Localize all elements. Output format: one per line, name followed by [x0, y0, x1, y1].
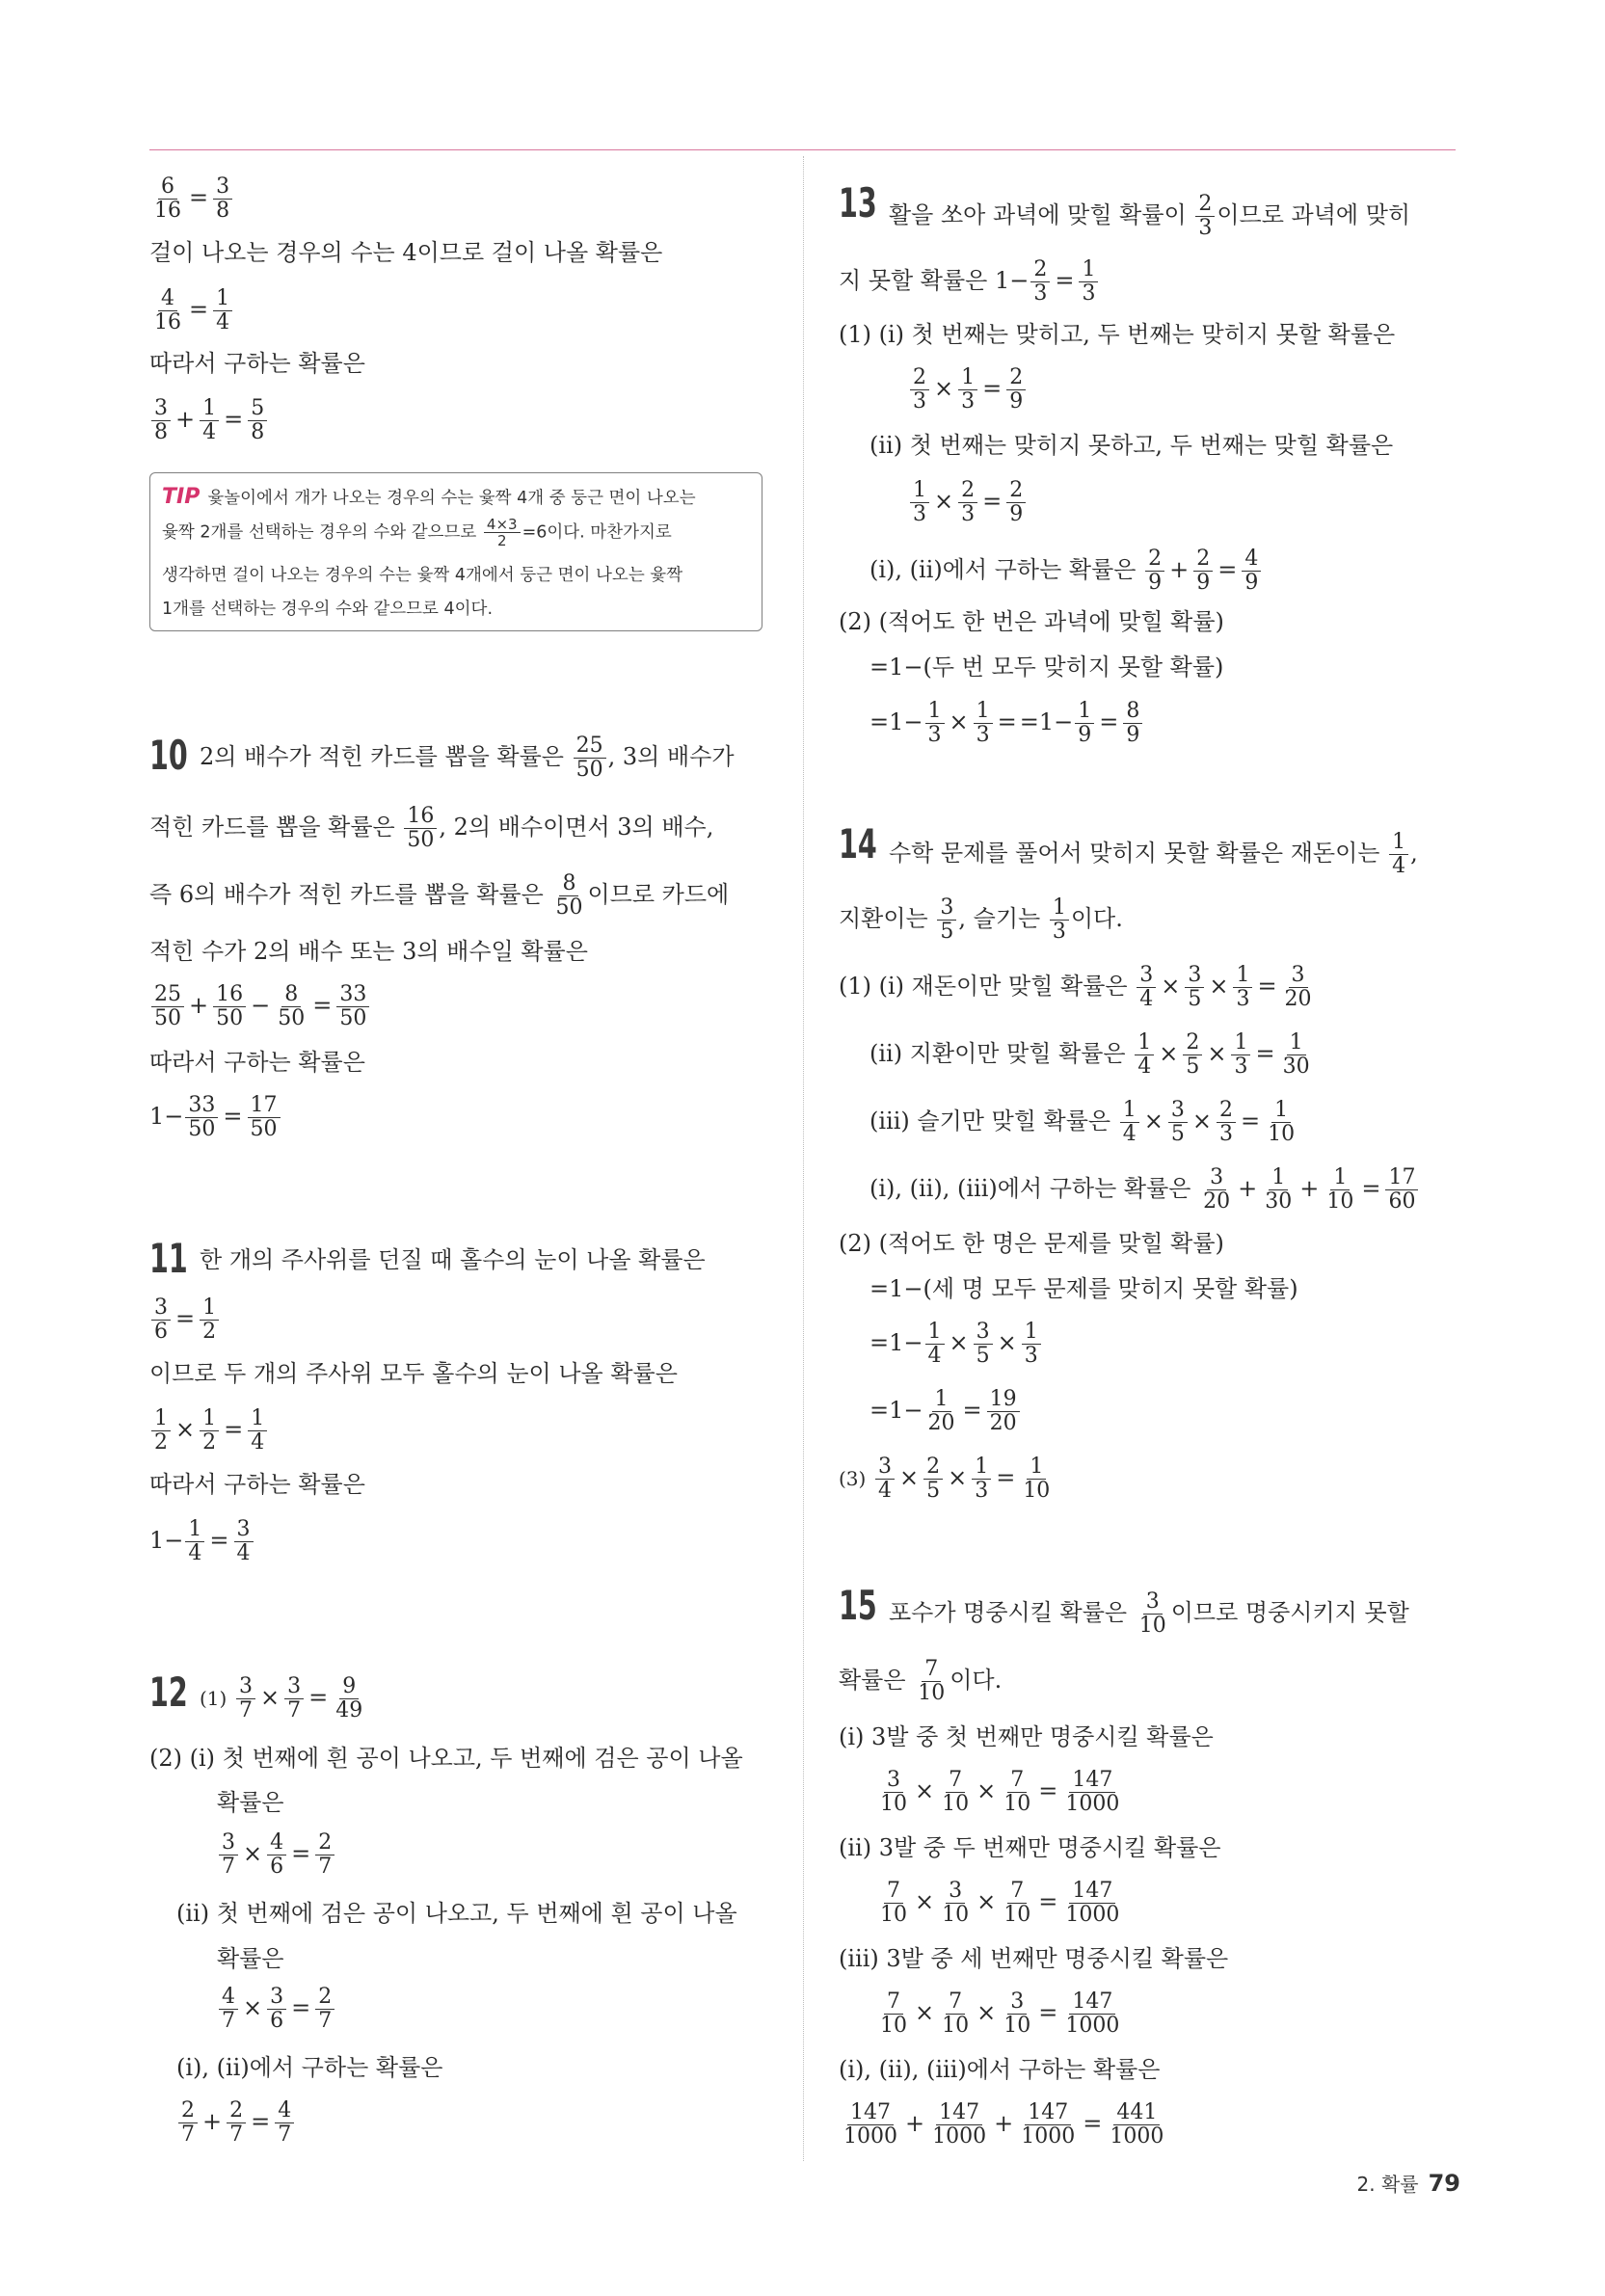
tip-box [149, 472, 762, 631]
equation: =1− $\frac{1}{4}$ × $\frac{3}{5}$ × $\frac{1}{3}$ [869, 1321, 1043, 1368]
text-line: =1−(두 번 모두 맞히지 못할 확률) [869, 654, 1224, 681]
text-line: (ⅰ), (ⅱ), (ⅲ)에서 구하는 확률은 [839, 2056, 1161, 2083]
equation-4-16: $\frac{4}{16}$ = $\frac{1}{4}$ [149, 287, 234, 334]
text: (1) (ⅰ) 재돈이만 맞힐 확률은 [839, 972, 1128, 1000]
text-line: (ⅱ) 3발 중 두 번째만 명중시킬 확률은 [839, 1834, 1221, 1861]
page-number: 79 [1428, 2170, 1460, 2197]
label: (1) [200, 1686, 227, 1710]
text: (ⅰ), (ⅱ)에서 구하는 확률은 [869, 555, 1137, 583]
chapter-label: 2. 확률 [1356, 2173, 1419, 2196]
label: (3) [839, 1466, 867, 1490]
problem-number: 11 [149, 1235, 188, 1282]
text: =1− [1019, 707, 1074, 735]
text: (ⅲ) 슬기만 맞힐 확률은 [869, 1107, 1111, 1135]
text-line: (ⅲ) 슬기만 맞힐 확률은 $\frac{1}{4}$ × $\frac{3}{5}$ × $\frac{2}{3}$ = $\frac{1}{10}$ [869, 1098, 1296, 1146]
equation: $\frac{7}{10}$ × $\frac{3}{10}$ × $\frac{7}{10}$ = $\frac{147}{1000}$ [880, 1879, 1120, 1927]
text-line: (1) (ⅰ) 첫 번째는 맞히고, 두 번째는 맞히지 못할 확률은 [839, 321, 1396, 348]
text: , 2의 배수이면서 3의 배수, [439, 813, 714, 841]
equation: =1− $\frac{1}{20}$ = $\frac{19}{20}$ [869, 1388, 1022, 1435]
text: 적힌 카드를 뽑을 확률은 [149, 813, 395, 841]
tip-tag: TIP [162, 485, 201, 509]
text-line: (ⅱ) 첫 번째에 검은 공이 나오고, 두 번째에 흰 공이 나올 [176, 1900, 737, 1927]
text-line: (ⅱ) 첫 번째는 맞히지 못하고, 두 번째는 맞힐 확률은 [869, 432, 1394, 459]
tip-line [162, 485, 696, 509]
text-line: 포수가 명중시킬 확률은 $\frac{3}{10}$ 이므로 명중시키지 못할 [889, 1589, 1409, 1638]
equation: $\frac{3}{10}$ × $\frac{7}{10}$ × $\frac{7}{10}$ = $\frac{147}{1000}$ [880, 1768, 1120, 1816]
text-line: 확률은 $\frac{7}{10}$ 이다. [839, 1657, 1003, 1705]
tip-line: 1개를 선택하는 경우의 수와 같으므로 4이다. [162, 600, 494, 619]
text: =1− [869, 1328, 923, 1356]
problem-number: 13 [839, 179, 877, 227]
text-line: (2) (ⅰ) 첫 번째에 흰 공이 나오고, 두 번째에 검은 공이 나올 [149, 1745, 743, 1772]
text-line: 확률은 [217, 1789, 284, 1816]
equation: $\frac{1}{2}$ × $\frac{1}{2}$ = $\frac{1}{4}$ [149, 1407, 269, 1455]
equation: $\frac{3}{6}$ = $\frac{1}{2}$ [149, 1296, 221, 1344]
text: 윷짝 2개를 선택하는 경우의 수와 같으므로 [162, 522, 477, 543]
text-line: 2의 배수가 적힌 카드를 뽑을 확률은 $\frac{25}{50}$ , 3의 배수가 [200, 734, 735, 782]
text: , [1410, 839, 1418, 867]
equation: 1− $\frac{1}{4}$ = $\frac{3}{4}$ [149, 1518, 255, 1565]
text-line: 확률은 [217, 1945, 284, 1972]
text-line: =1−(세 명 모두 문제를 맞히지 못할 확률) [869, 1275, 1298, 1302]
text: 이다. [1070, 904, 1123, 932]
text: (ⅰ), (ⅱ), (ⅲ)에서 구하는 확률은 [869, 1174, 1191, 1202]
problem-number: 15 [839, 1582, 877, 1629]
equation-6-16: $\frac{6}{16}$ = $\frac{3}{8}$ [149, 175, 234, 223]
text-line: (2) (적어도 한 번은 과녁에 맞힐 확률) [839, 608, 1224, 635]
text-line: (ⅰ), (ⅱ), (ⅲ)에서 구하는 확률은 $\frac{3}{20}$ + $\frac{1}{30}$ + $\frac{1}{10}$ = $\frac{17}{60}$ [869, 1166, 1420, 1214]
text-line: (ⅱ) 지환이만 맞힐 확률은 $\frac{1}{4}$ × $\frac{2}{5}$ × $\frac{1}{3}$ = $\frac{1}{30}$ [869, 1030, 1310, 1079]
text: 즉 6의 배수가 적힌 카드를 뽑을 확률은 [149, 880, 544, 908]
equation: $\frac{2}{3}$ × $\frac{1}{3}$ = $\frac{2}{9}$ [908, 366, 1028, 414]
page-footer [1357, 2169, 1461, 2197]
text: 이므로 명중시키지 못할 [1170, 1598, 1409, 1626]
problem-number: 14 [839, 820, 877, 868]
text: 지 못할 확률은 1− [839, 266, 1030, 294]
text: 확률은 [839, 1666, 906, 1694]
text: , 3의 배수가 [607, 742, 735, 770]
text: =6이다. 마찬가지로 [522, 522, 672, 543]
column-divider [803, 156, 804, 2161]
text: 이다. [950, 1666, 1003, 1694]
equation-sum: $\frac{3}{8}$ + $\frac{1}{4}$ = $\frac{5}{8}$ [149, 397, 269, 444]
text-line: 즉 6의 배수가 적힌 카드를 뽑을 확률은 $\frac{8}{50}$ 이므로 카드에 [149, 871, 730, 920]
text: 2의 배수가 적힌 카드를 뽑을 확률은 [200, 742, 564, 770]
equation: $\frac{4}{7}$ × $\frac{3}{6}$ = $\frac{2}{7}$ [217, 1986, 336, 2033]
text: 수학 문제를 풀어서 맞히지 못할 확률은 재돈이는 [889, 839, 1380, 867]
text: 지환이는 [839, 904, 928, 932]
text-line: 한 개의 주사위를 던질 때 홀수의 눈이 나올 확률은 [200, 1246, 706, 1273]
text-line: (2) (적어도 한 명은 문제를 맞힐 확률) [839, 1230, 1224, 1257]
text-line: (ⅰ), (ⅱ)에서 구하는 확률은 [176, 2054, 443, 2081]
text-line: (ⅰ) 3발 중 첫 번째만 명중시킬 확률은 [839, 1723, 1214, 1750]
text-line: 수학 문제를 풀어서 맞히지 못할 확률은 재돈이는 $\frac{1}{4}$ , [889, 830, 1418, 878]
text: 이므로 카드에 [587, 880, 730, 908]
text-line: 지 못할 확률은 1− $\frac{2}{3}$ = $\frac{1}{3}$ [839, 258, 1100, 306]
text-line: (ⅰ), (ⅱ)에서 구하는 확률은 $\frac{2}{9}$ + $\frac{2}{9}$ = $\frac{4}{9}$ [869, 547, 1263, 595]
text: 활을 쏘아 과녁에 맞힐 확률이 [889, 200, 1187, 228]
text: 포수가 명중시킬 확률은 [889, 1598, 1128, 1626]
text-line: 적힌 카드를 뽑을 확률은 $\frac{16}{50}$ , 2의 배수이면서 3의 배수, [149, 804, 714, 852]
equation: $\frac{25}{50}$ + $\frac{16}{50}$ − $\frac{8}{50}$ = $\frac{33}{50}$ [149, 983, 371, 1030]
equation: $\frac{1}{3}$ × $\frac{2}{3}$ = $\frac{2}{9}$ [908, 479, 1028, 526]
frac-num: 4×3 [484, 517, 521, 533]
equation: $\frac{3}{7}$ × $\frac{4}{6}$ = $\frac{2}{7}$ [217, 1831, 336, 1879]
text: =1− [869, 1396, 923, 1424]
problem-number: 12 [149, 1669, 188, 1716]
top-rule [149, 149, 1456, 150]
tip-line: 생각하면 걸이 나오는 경우의 수는 윷짝 4개에서 둥근 면이 나오는 윷짝 [162, 566, 683, 585]
text-line: 적힌 수가 2의 배수 또는 3의 배수일 확률은 [149, 938, 588, 965]
frac-den: 2 [496, 532, 507, 550]
text-line: 이므로 두 개의 주사위 모두 홀수의 눈이 나올 확률은 [149, 1360, 678, 1387]
text-line: 따라서 구하는 확률은 [149, 350, 365, 377]
text-line: 따라서 구하는 확률은 [149, 1049, 365, 1076]
equation: $\frac{2}{7}$ + $\frac{2}{7}$ = $\frac{4}{7}$ [176, 2099, 296, 2147]
problem-number: 10 [149, 732, 188, 779]
text-line: 따라서 구하는 확률은 [149, 1471, 365, 1498]
text: 이므로 과녁에 맞히 [1217, 200, 1411, 228]
equation: 1− $\frac{33}{50}$ = $\frac{17}{50}$ [149, 1094, 282, 1141]
text-line: 지환이는 $\frac{3}{5}$ , 슬기는 $\frac{1}{3}$ 이다. [839, 895, 1123, 944]
text-line: 활을 쏘아 과녁에 맞힐 확률이 $\frac{2}{3}$ 이므로 과녁에 맞히 [889, 192, 1411, 240]
equation: =1− $\frac{1}{3}$ × $\frac{1}{3}$ = =1− $\frac{1}{9}$ = $\frac{8}{9}$ [869, 700, 1144, 747]
text: 윷놀이에서 개가 나오는 경우의 수는 윷짝 4개 중 둥근 면이 나오는 [207, 489, 696, 508]
equation: $\frac{147}{1000}$ + $\frac{147}{1000}$ + $\frac{147}{1000}$ = $\frac{441}{1000}$ [843, 2100, 1164, 2149]
equation: (1) $\frac{3}{7}$ × $\frac{3}{7}$ = $\frac{9}{49}$ [200, 1674, 363, 1722]
text: (ⅱ) 지환이만 맞힐 확률은 [869, 1039, 1126, 1067]
text: , 슬기는 [958, 904, 1041, 932]
text-line: (1) (ⅰ) 재돈이만 맞힐 확률은 $\frac{3}{4}$ × $\frac{3}{5}$ × $\frac{1}{3}$ = $\frac{3}{20}$ [839, 963, 1312, 1011]
equation: $\frac{7}{10}$ × $\frac{7}{10}$ × $\frac{3}{10}$ = $\frac{147}{1000}$ [880, 1989, 1120, 2038]
equation: (3) $\frac{3}{4}$ × $\frac{2}{5}$ × $\frac{1}{3}$ = $\frac{1}{10}$ [839, 1455, 1051, 1503]
text-line: (ⅲ) 3발 중 세 번째만 명중시킬 확률은 [839, 1945, 1229, 1972]
tip-line [162, 517, 672, 548]
text-line: 걸이 나오는 경우의 수는 4이므로 걸이 나올 확률은 [149, 239, 663, 266]
text: =1− [869, 707, 923, 735]
